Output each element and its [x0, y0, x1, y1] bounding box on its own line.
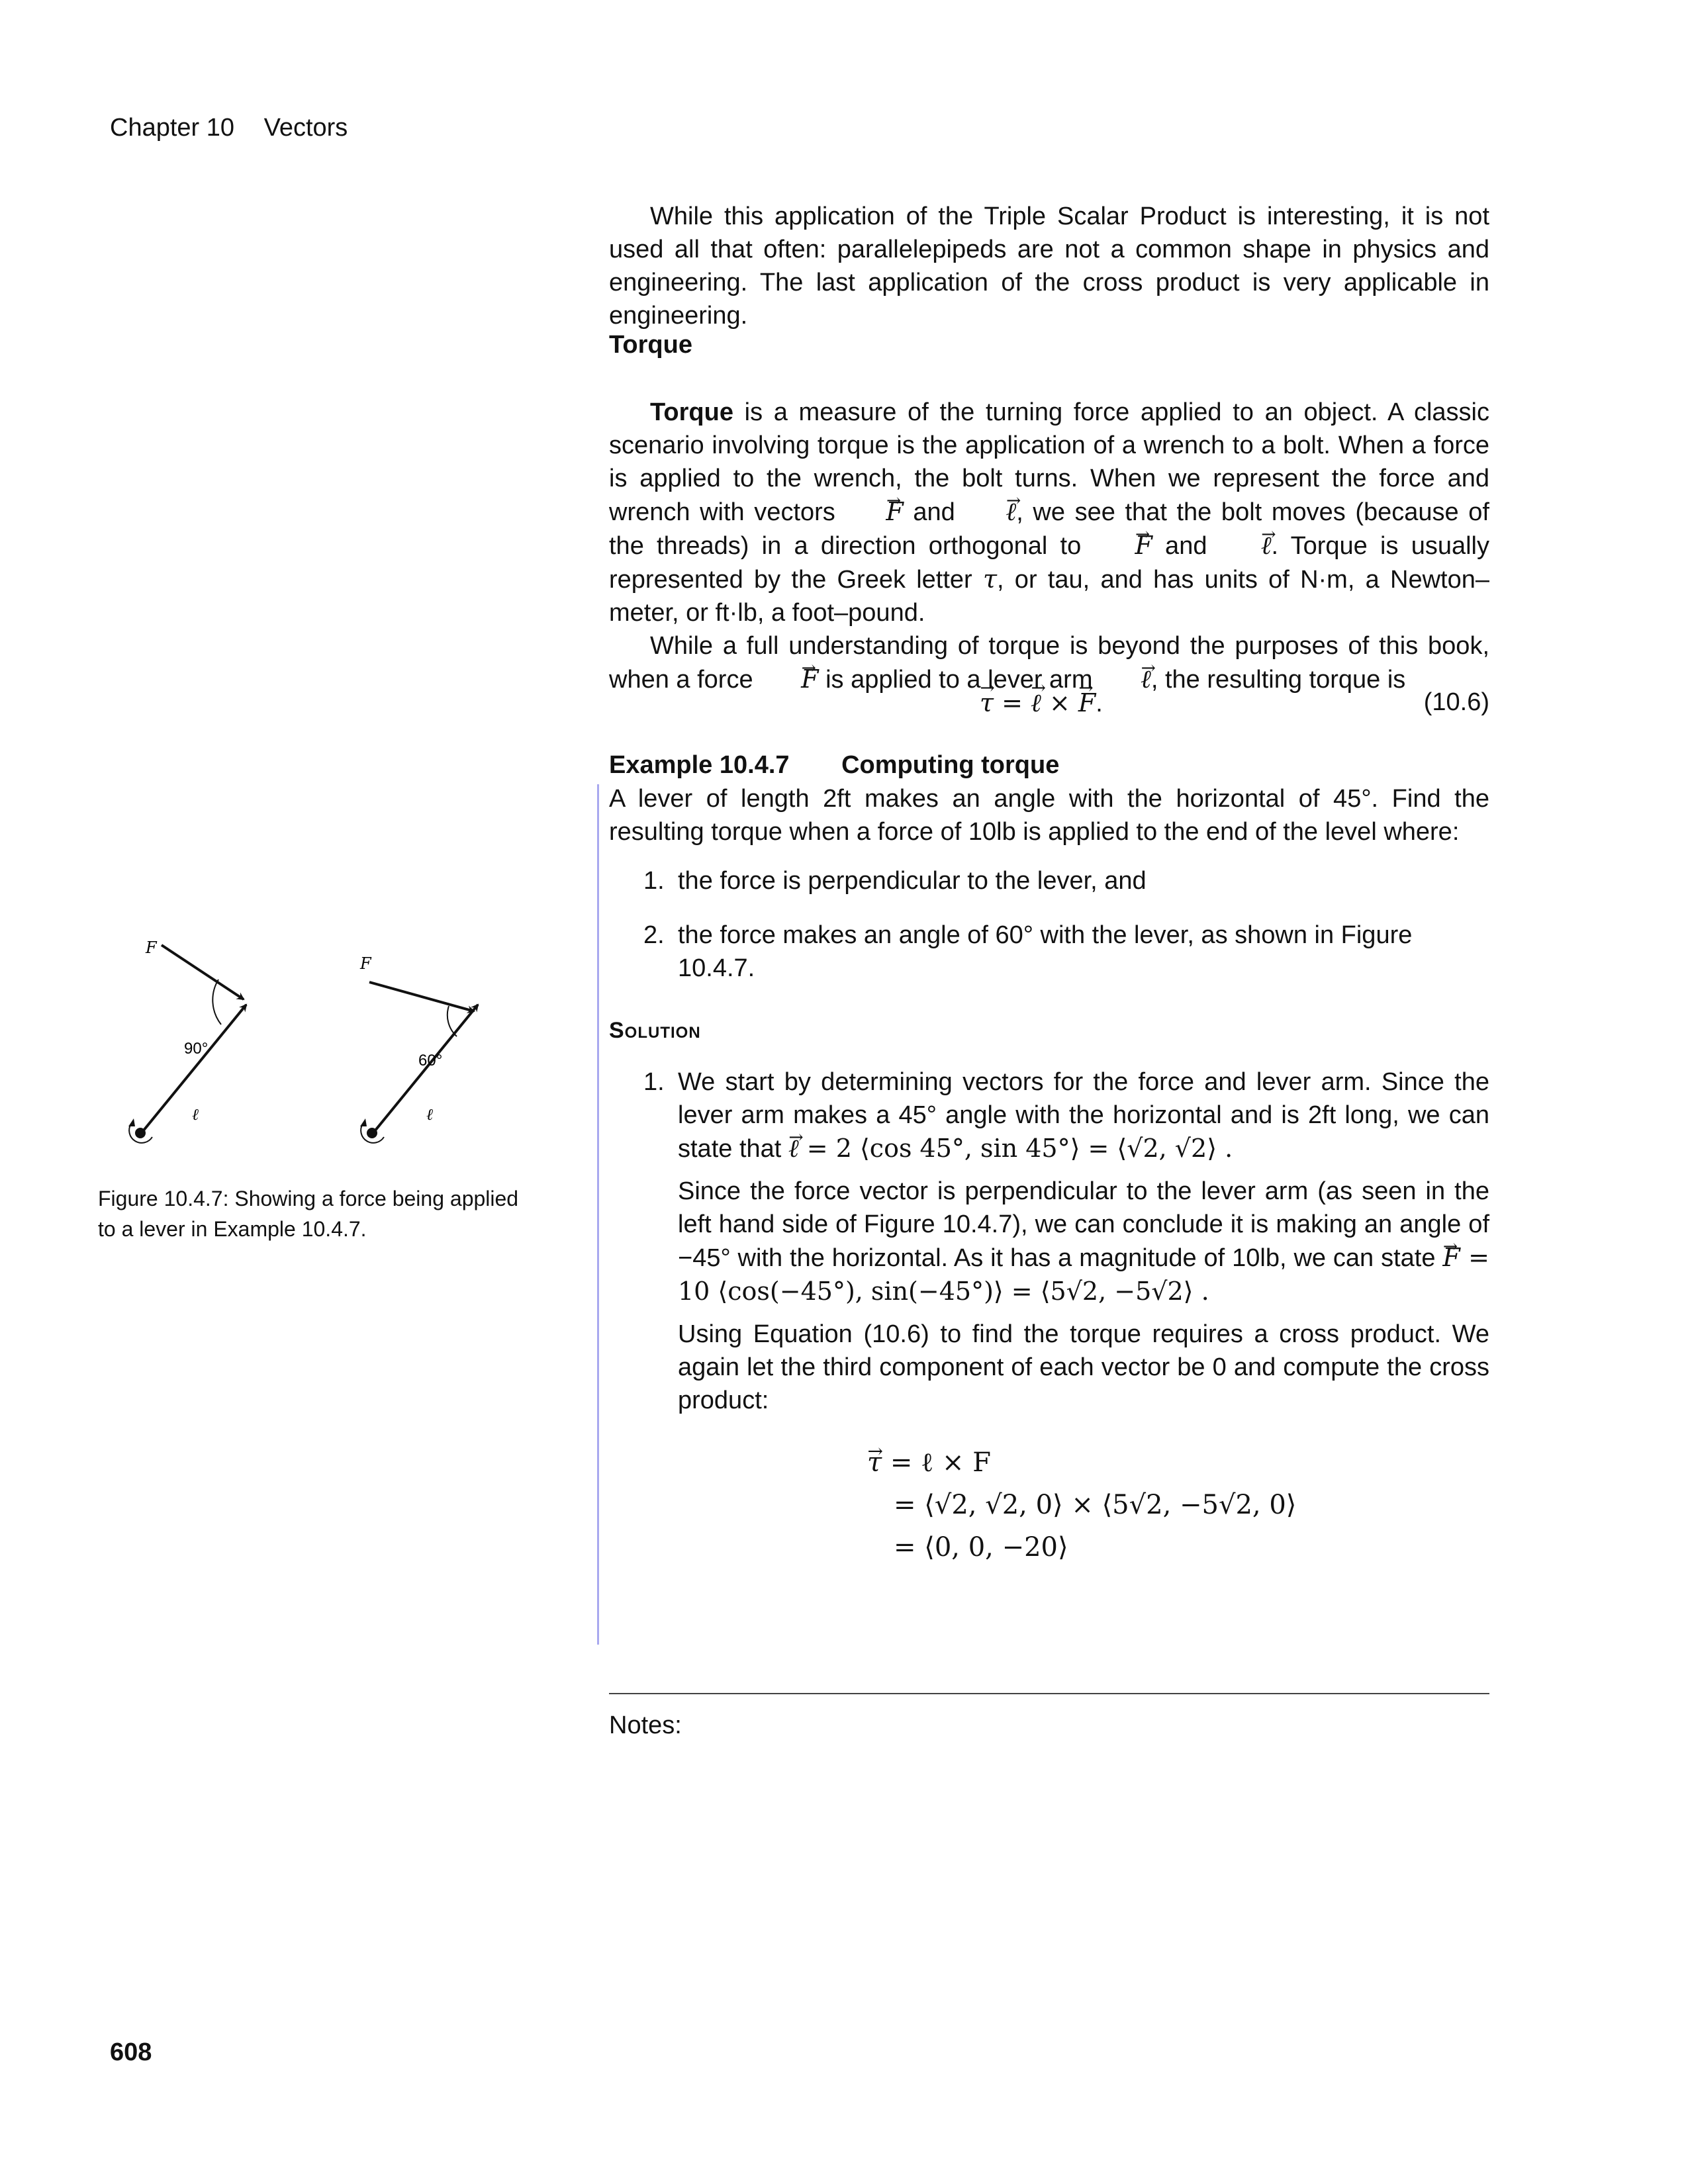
- figure-caption: Figure 10.4.7: Showing a force being applied to a lever in Example 10.4.7.: [98, 1187, 519, 1241]
- equation-body: → τ = → ℓ × → F.: [980, 688, 1103, 718]
- force-arrow: [369, 982, 474, 1011]
- solution-body: [643, 1066, 1489, 1417]
- example-statement: A lever of length 2ft makes an angle with the horizontal of 45°. Find the resulting torque when a force of 10lb is applied to the end of the level where:: [609, 785, 1489, 846]
- example-title: [609, 751, 1059, 780]
- lever-vector: → ℓ: [1100, 662, 1151, 696]
- torque-paragraph-2: While a full understanding of torque is beyond the purposes of this book, when a force → F is applied to a lever arm → ℓ, the resulting torque is: [609, 629, 1489, 696]
- chapter-label: Chapter 10: [110, 114, 235, 142]
- example-item: 2. the force makes an angle of 60° with the lever, as shown in Figure 10.4.7.: [643, 921, 1413, 982]
- running-header: [110, 114, 348, 142]
- cross-product-derivation: [867, 1441, 1296, 1569]
- lever-vector: → ℓ: [964, 495, 1016, 528]
- torque-section: [609, 396, 1489, 696]
- solution-heading: Solution: [609, 1018, 701, 1043]
- force-arrow: [162, 945, 244, 999]
- left-diagram: [128, 938, 246, 1143]
- chapter-title: Vectors: [263, 114, 348, 142]
- solution-paragraph-3: Using Equation (10.6) to find the torque requires a cross product. We again let the third component of each vector be 0 and compute the cross product:: [678, 1320, 1489, 1414]
- lever-diagram: [99, 913, 523, 1165]
- force-label: F: [146, 938, 157, 957]
- torque-paragraph-1: Torque is a measure of the turning force applied to an object. A classic scenario involving torque is the application of a wrench to a bolt. When a force is applied to the wrench, the bolt turns. When we represent the force and wrench with vectors → F and → ℓ, we see that the bolt moves (because of the threads) in a direction orthogonal to → F and → ℓ. Torque is usually represented by the Greek letter τ, or tau, and has units of N·m, a Newton–meter, or ft·lb, a foot–pound.: [609, 396, 1489, 629]
- tau-symbol: τ: [982, 565, 997, 594]
- force-vector: → F: [1094, 529, 1152, 562]
- section-heading: Torque: [609, 331, 692, 359]
- force-vector: → F: [760, 662, 818, 696]
- lever-label: ℓ: [426, 1105, 433, 1124]
- solution-paragraph-2: Since the force vector is perpendicular to the lever arm (as seen in the left hand side of Figure 10.4.7), we can conclude it is making an angle of −45° with the horizontal. As it has a magnitude of 10lb, we can state → F = 10 ⟨cos(−45°), sin(−45°)⟩ = ⟨5√2, −5√2⟩ .: [678, 1175, 1489, 1308]
- example-margin-bar: [597, 784, 599, 1645]
- intro-section: [609, 200, 1489, 332]
- notes-divider: [609, 1693, 1489, 1694]
- derivation-row: = ⟨0, 0, −20⟩: [894, 1532, 1068, 1563]
- force-vector: → F: [845, 495, 903, 528]
- intro-paragraph: While this application of the Triple Scalar Product is interesting, it is not used all that often: parallelepipeds are not a common shape in physics and engineering. The last application of the cross product is very applicable in engineering.: [609, 203, 1489, 330]
- lever-vector: → ℓ: [1220, 529, 1272, 562]
- pivot-point: [367, 1128, 377, 1138]
- force-label: F: [360, 954, 371, 973]
- lever-arrow: [372, 1005, 478, 1134]
- solution-item-number: 1.: [643, 1068, 665, 1096]
- angle-label: 60°: [418, 1052, 443, 1069]
- example-label: Example 10.4.7: [609, 751, 790, 779]
- figure-10-4-7: [99, 913, 523, 1168]
- angle-label: 90°: [184, 1040, 209, 1058]
- derivation-row: → τ = ℓ × F: [867, 1441, 1296, 1484]
- example-item: 1. the force is perpendicular to the lever, and: [643, 867, 1147, 895]
- example-name: Computing torque: [841, 751, 1060, 779]
- lever-label: ℓ: [192, 1105, 199, 1124]
- solution-paragraph-1: We start by determining vectors for the force and lever arm. Since the lever arm makes a 45° angle with the horizontal and is 2ft long, we can state that → ℓ = 2 ⟨cos 45°, sin 45°⟩ = ⟨√2, √2⟩ .: [678, 1066, 1489, 1165]
- angle-arc: [212, 979, 221, 1024]
- right-diagram: [359, 954, 478, 1143]
- equation-number: (10.6): [1423, 688, 1489, 716]
- notes-label: Notes:: [609, 1711, 682, 1739]
- equation-10-6: [609, 688, 1489, 725]
- derivation-row: = ⟨√2, √2, 0⟩ × ⟨5√2, −5√2, 0⟩: [894, 1490, 1297, 1520]
- page-number: 608: [110, 2038, 152, 2066]
- pivot-point: [135, 1128, 146, 1138]
- torque-term: Torque: [650, 398, 733, 426]
- example-items: [609, 864, 1489, 985]
